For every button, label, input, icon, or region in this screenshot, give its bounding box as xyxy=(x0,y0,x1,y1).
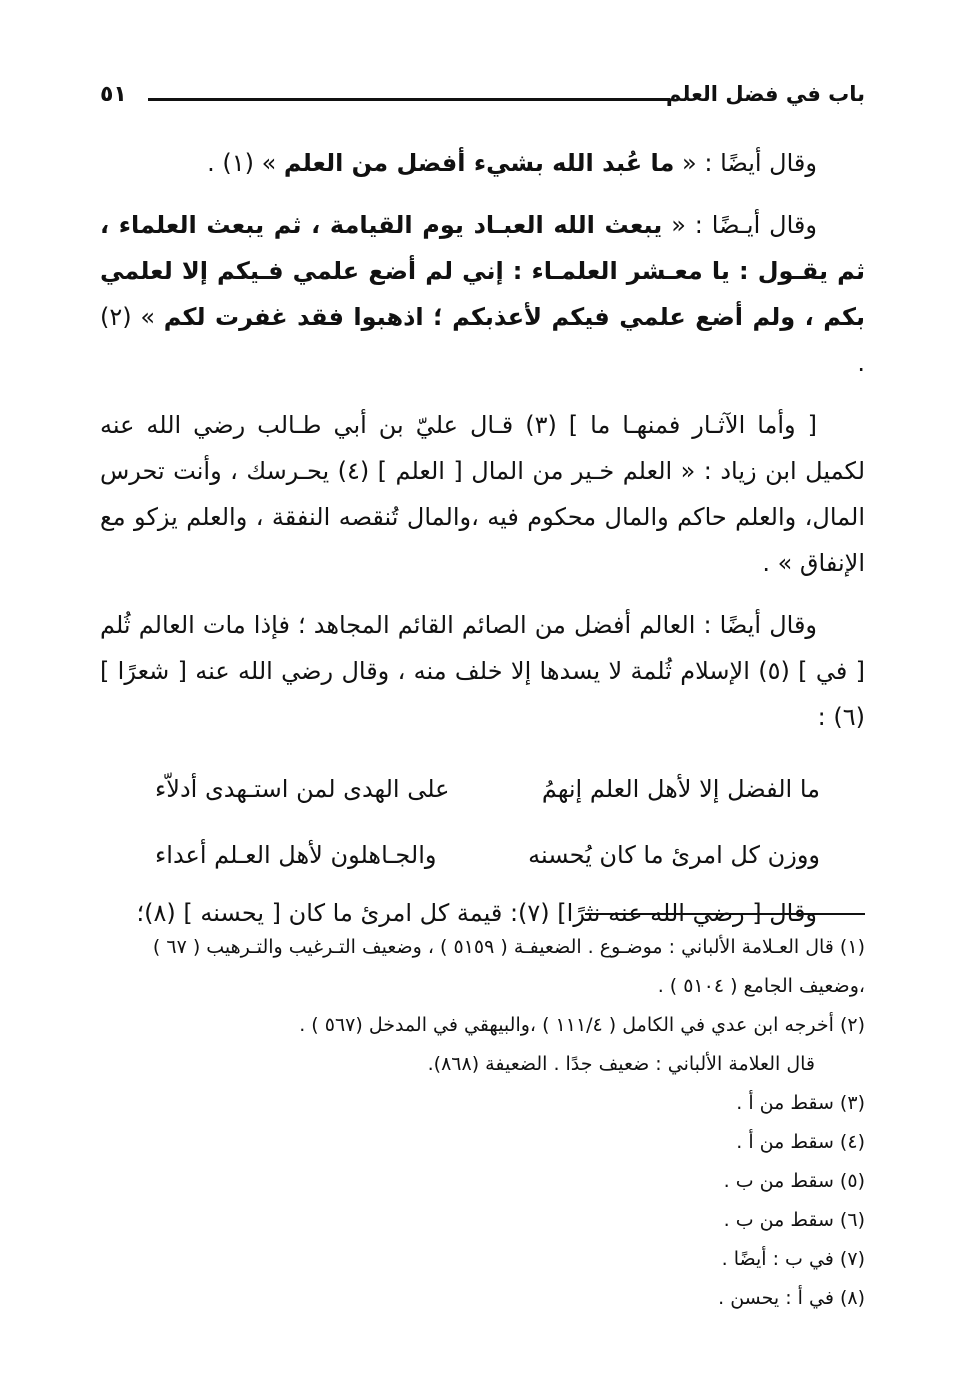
verse-hemistich-second: والجـاهلون لأهل العـلم أعداء xyxy=(155,841,437,869)
verse-hemistich-first: ووزن كل امرئ ما كان يُحسنه xyxy=(528,841,820,869)
verse-hemistich-second: على الهدى لمن استـهدى أدلاّء xyxy=(155,775,450,803)
paragraph-1 xyxy=(100,140,865,186)
footnotes xyxy=(100,928,865,1318)
verse-line xyxy=(100,822,865,888)
verse-line xyxy=(100,756,865,822)
footnote-5: (٥) سقط من ب . xyxy=(723,1170,865,1192)
footnote-1: (١) قال العـلامة الألباني : موضـوع . الضعيفـة ( ٥١٥٩ ) ، وضعيف التـرغيب والتـرهيب ( ٦٧ ) ،وضعيف الجامع ( ٥١٠٤ ) . xyxy=(152,936,865,997)
footnote-2-continuation: قال العلامة الألباني : ضعيف جدًا . الضعيفة (٨٦٨). xyxy=(427,1053,815,1075)
chapter-title: باب في فضل العلم xyxy=(666,82,865,106)
main-text xyxy=(100,140,865,960)
paragraph-3: [ وأما الآثـار فمنهـا ما ] (٣) قـال عليّ بن أبي طـالب رضي الله عنه لكميل ابن زياد : « العلم خـير من المال [ العلم ] (٤) يحـرسك ، وأنت تحرس المال، والعلم حاكم والمال محكوم فيه ،والمال تُنقصه النفقة ، والعلم يزكو مع الإنفاق » . xyxy=(100,411,866,577)
hadith-quote-2: يبعث الله العبـاد يوم القيامة ، ثم يبعث العلماء ، ثم يقـول : يا معـشر العلمـاء : إني لم أضع علمي فـيكم إلا لعلمي بكم ، ولم أضع علمي فيكم لأعذبكم ؛ اذهبوا فقد غفرت لكم xyxy=(100,211,865,331)
footnote-2-text: (٢) أخرجه ابن عدي في الكامل ( ١١١/٤ ) ،والبيهقي في المدخل (٥٦٧ ) . xyxy=(299,1014,865,1036)
paragraph-1-tail: » (١) . xyxy=(207,149,284,177)
footnote-3: (٣) سقط من أ . xyxy=(736,1092,865,1114)
header-rule xyxy=(148,98,670,101)
paragraph-2-lead: وقال أيـضًا : « xyxy=(662,211,817,239)
paragraph-2 xyxy=(100,202,865,386)
footnote-7: (٧) في ب : أيضًا . xyxy=(721,1248,865,1270)
verse-hemistich-first: ما الفضل إلا لأهل العلم إنهمُ xyxy=(541,775,820,803)
footnote-4: (٤) سقط من أ . xyxy=(736,1131,865,1153)
hadith-quote-1: ما عُبد الله بشيء أفضل من العلم xyxy=(283,149,675,177)
paragraph-5: وقال [ رضي الله عنه نثرًا] (٧): قيمة كل امرئ ما كان [ يحسنه ] (٨)؛ xyxy=(136,899,817,927)
page-number: ٥١ xyxy=(100,82,127,107)
footnote-2 xyxy=(100,1006,865,1084)
footnote-8: (٨) في أ : يحسن . xyxy=(718,1287,865,1309)
paragraph-4: وقال أيضًا : العالم أفضل من الصائم القائم المجاهد ؛ فإذا مات العالم ثُلم [ في ] (٥) الإسلام ثُلمة لا يسدها إلا خلف منه ، وقال رضي الله عنه [ شعرًا ] (٦) : xyxy=(100,611,865,731)
paragraph-2-tail: » (٢) . xyxy=(100,303,865,377)
page-header xyxy=(100,82,865,116)
footnote-6: (٦) سقط من ب . xyxy=(723,1209,865,1231)
footnote-separator xyxy=(585,913,865,915)
paragraph-1-lead: وقال أيضًا : « xyxy=(674,149,817,177)
